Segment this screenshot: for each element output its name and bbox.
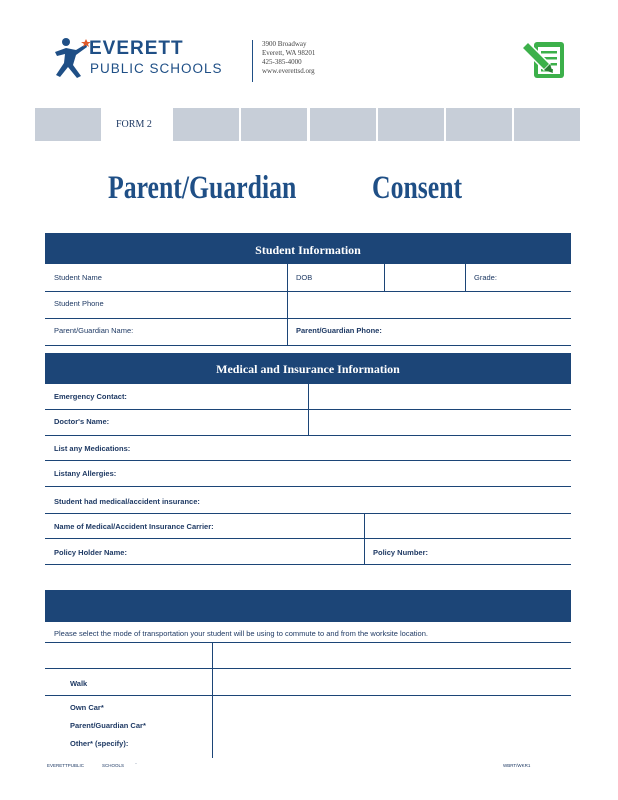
own-car-option[interactable]: Own Car* — [70, 703, 104, 712]
rule — [45, 435, 571, 436]
transport-heading-band — [45, 590, 571, 622]
address-line: 425-385-4000 — [262, 58, 302, 66]
tab-blank-5 — [378, 108, 444, 141]
document-pencil-icon — [520, 38, 568, 80]
district-logo — [52, 36, 242, 84]
doctor-name-field[interactable]: Doctor's Name: — [54, 417, 110, 426]
rule — [45, 291, 571, 292]
walk-option[interactable]: Walk — [70, 679, 88, 688]
grade-field[interactable]: Grade: — [474, 273, 497, 282]
rule — [384, 264, 385, 291]
tab-blank-7 — [514, 108, 580, 141]
rule — [45, 513, 571, 514]
tab-blank-1 — [35, 108, 101, 141]
rule — [45, 460, 571, 461]
rule — [45, 564, 571, 565]
rule — [364, 513, 365, 564]
medical-info-heading: Medical and Insurance Information — [45, 353, 571, 384]
student-phone-field[interactable]: Student Phone — [54, 299, 104, 308]
address-line: www.everettsd.org — [262, 67, 315, 75]
tab-blank-3 — [241, 108, 307, 141]
student-name-field[interactable]: Student Name — [54, 273, 102, 282]
rule — [45, 695, 571, 696]
address-line: 3900 Broadway — [262, 40, 307, 48]
emergency-contact-field[interactable]: Emergency Contact: — [54, 392, 127, 401]
tab-blank-2 — [173, 108, 239, 141]
page-title-right: Consent — [372, 170, 463, 206]
address-line: Everett, WA 98201 — [262, 49, 316, 57]
rule — [45, 318, 571, 319]
logo-top-text: EVERETT — [89, 38, 184, 59]
rule — [45, 345, 571, 346]
rule — [45, 486, 571, 487]
rule — [45, 642, 571, 643]
dob-field[interactable]: DOB — [296, 273, 313, 282]
header-divider — [252, 40, 253, 82]
tab-form-label: FORM 2 — [116, 119, 152, 130]
guardian-car-option[interactable]: Parent/Guardian Car* — [70, 721, 146, 730]
rule — [465, 264, 466, 291]
rule — [45, 668, 571, 669]
footer-mid-text: SCHOOLS — [102, 763, 125, 768]
address-block — [262, 40, 315, 76]
page-title-left: Parent/Guardian — [108, 170, 297, 206]
guardian-phone-field[interactable]: Parent/Guardian Phone: — [296, 326, 382, 335]
allergies-field[interactable]: Listany Allergies: — [54, 469, 117, 478]
rule — [45, 538, 571, 539]
rule — [212, 642, 213, 758]
logo-bottom-text: PUBLIC SCHOOLS — [90, 61, 223, 76]
footer-left-text: EVERETTPUBLIC — [47, 763, 85, 768]
tab-blank-4 — [310, 108, 376, 141]
transport-instruction: Please select the mode of transportation your student will be using to commute to and from the worksite location. — [54, 629, 428, 638]
insurance-carrier-field[interactable]: Name of Medical/Accident Insurance Carrier: — [54, 522, 214, 531]
rule — [287, 264, 288, 345]
medications-field[interactable]: List any Medications: — [54, 444, 131, 453]
guardian-name-field[interactable]: Parent/Guardian Name: — [54, 326, 134, 335]
policy-holder-field[interactable]: Policy Holder Name: — [54, 548, 127, 557]
footer-right-text: WBRT/WKR1 — [503, 763, 531, 768]
other-option[interactable]: Other* (specify): — [70, 739, 129, 748]
rule — [308, 384, 309, 435]
runner-icon — [52, 36, 90, 82]
footer-dot: · — [135, 761, 137, 767]
insurance-question-field[interactable]: Student had medical/accident insurance: — [54, 497, 200, 506]
student-info-heading: Student Information — [45, 233, 571, 264]
tab-blank-6 — [446, 108, 512, 141]
policy-number-field[interactable]: Policy Number: — [373, 548, 429, 557]
